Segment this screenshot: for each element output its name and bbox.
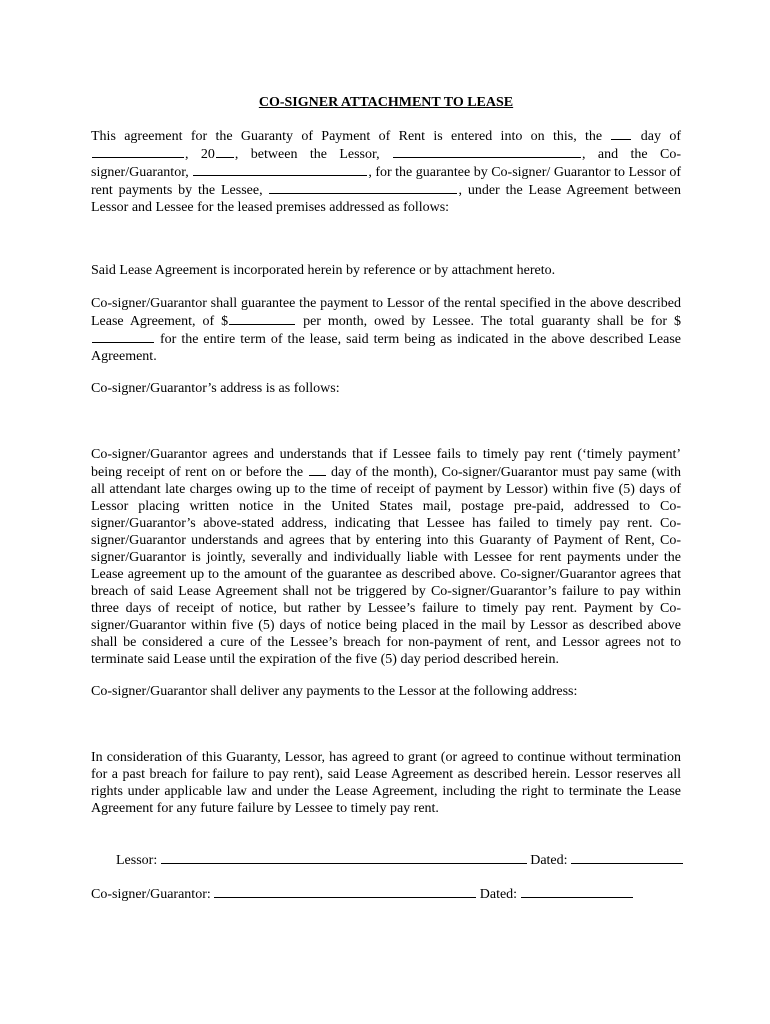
cosigner-dated-label: Dated: xyxy=(479,887,518,902)
consideration-paragraph: In consideration of this Guaranty, Lessor, has agreed to grant (or agreed to continue without termination for a past breach for failure to pay rent), said Lease Agreement as described herein. Lessor reserves all rights under applicable law and under the Lease Agreement, including the right to terminate the Lease Agreement for any future failure by Lessee to timely pay rent. xyxy=(91,750,681,816)
rent-guarantee-paragraph xyxy=(91,295,681,365)
cosigner-signature-row xyxy=(91,884,633,903)
cosigner-name-blank[interactable] xyxy=(193,163,367,176)
year-blank[interactable] xyxy=(216,145,234,158)
month-blank[interactable] xyxy=(92,145,184,158)
cosigner-date-field[interactable] xyxy=(521,884,633,898)
lessor-dated-label: Dated: xyxy=(530,853,568,868)
total-guaranty-blank[interactable] xyxy=(92,330,154,343)
intro-text-1: This agreement for the Guaranty of Payment of Rent is entered into on this, the xyxy=(91,129,603,144)
day-blank[interactable] xyxy=(611,127,631,140)
lessor-name-blank[interactable] xyxy=(393,145,581,158)
intro-text-6: , for the guarantee by Co-signer/ Guarantor to Lessor of rent payments by the Lessee, xyxy=(91,165,681,198)
lessor-signature-field[interactable] xyxy=(161,850,527,864)
obligation-text-2: day of the month), Co-signer/Guarantor must pay same (with all attendant late charges owing up to the time of receipt of payment by Lessor) within five (5) days of Lessor placing written notice in the United States mail, postage pre-paid, addressed to Co-signer/Guarantor’s above-stated address, indicating that Lessee has failed to timely pay rent. Co-signer/Guarantor understands and agrees that by entering into this Guaranty of Payment of Rent, Co-signer/Guarantor is jointly, severally and individually liable with Lessee for rent payments under the Lease agreement up to the amount of the guarantee as described above. Co-signer/Guarantor agrees that breach of said Lease Agreement shall not be triggered by Co-signer/Guarantor’s failure to pay within three days of receipt of notice, but rather by Lessee’s failure to timely pay rent. Payment by Co-signer/Guarantor within five (5) days of notice being placed in the mail by Lessor as described above shall be considered a cure of the Lessee’s breach for non-payment of rent, and Lessor agrees not to terminate said Lease until the expiration of the five (5) day period described herein. xyxy=(91,465,682,667)
incorporation-paragraph: Said Lease Agreement is incorporated herein by reference or by attachment hereto. xyxy=(91,263,556,278)
rent-text-3: for the entire term of the lease, said term being as indicated in the above described Lease Agreement. xyxy=(91,332,682,364)
due-day-blank[interactable] xyxy=(309,463,326,476)
intro-text-7: , under the Lease Agreement between Lessor and Lessee for the leased premises addressed as follows: xyxy=(91,183,681,215)
intro-text-2: day of xyxy=(640,129,681,144)
document-title: CO-SIGNER ATTACHMENT TO LEASE xyxy=(258,95,514,110)
obligation-text-1: Co-signer/Guarantor agrees and understands that if Lessee fails to timely pay rent (‘timely payment’ being receipt of rent on or before the xyxy=(91,447,681,480)
intro-text-4: , between the Lessor, xyxy=(234,147,380,162)
lessor-date-field[interactable] xyxy=(571,850,683,864)
lessor-signature-row xyxy=(116,850,683,869)
monthly-rent-blank[interactable] xyxy=(229,312,295,325)
intro-paragraph xyxy=(91,127,681,216)
rent-text-1: Co-signer/Guarantor shall guarantee the payment to Lessor of the rental specified in the above described Lease Agreement, of $ xyxy=(91,296,681,329)
intro-text-3: , 20 xyxy=(185,147,215,162)
cosigner-signature-field[interactable] xyxy=(214,884,476,898)
address-intro-paragraph: Co-signer/Guarantor’s address is as follows: xyxy=(91,381,340,396)
cosigner-label: Co-signer/Guarantor: xyxy=(91,887,211,902)
lessee-name-blank[interactable] xyxy=(269,181,457,194)
lessor-label: Lessor: xyxy=(116,853,158,868)
obligation-paragraph xyxy=(91,446,681,668)
payment-address-paragraph: Co-signer/Guarantor shall deliver any payments to the Lessor at the following address: xyxy=(91,684,578,699)
intro-text-5: , and the Co-signer/Guarantor, xyxy=(91,147,682,180)
rent-text-2: per month, owed by Lessee. The total guaranty shall be for $ xyxy=(303,314,681,329)
